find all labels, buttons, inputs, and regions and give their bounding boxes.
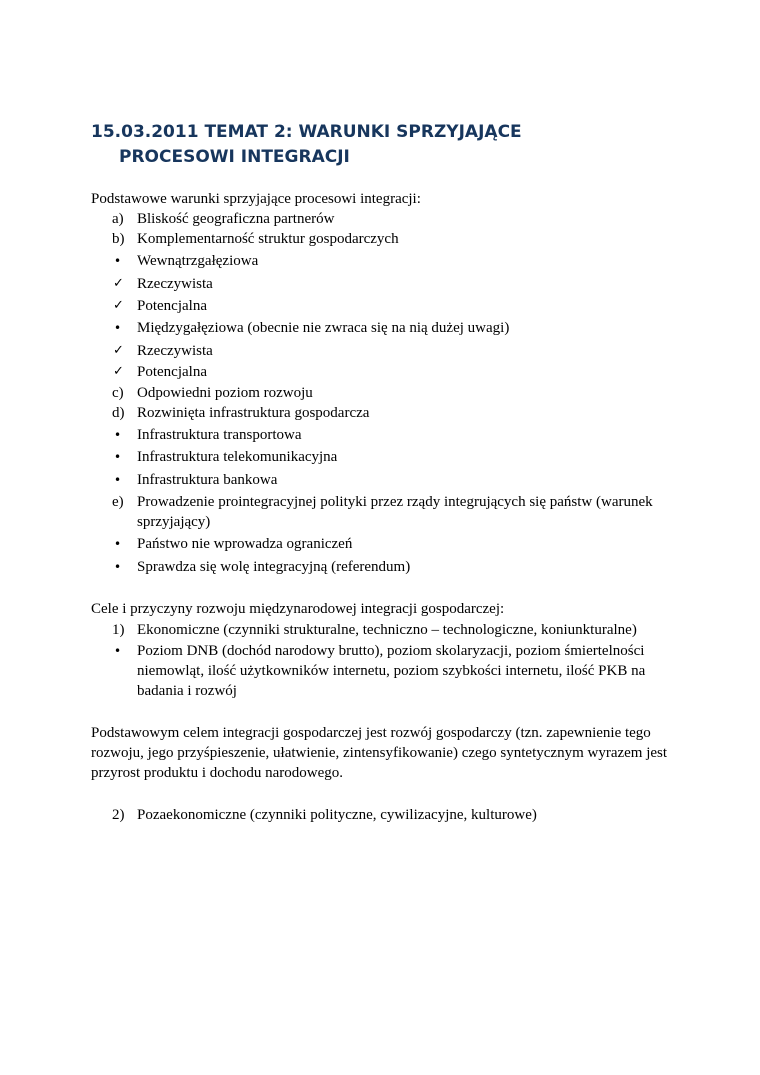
body-paragraph: Podstawowym celem integracji gospodarczej jest rozwój gospodarczy (tzn. zapewnienie tego rozwoju, jego przyśpieszenie, ułatwienie, zintensyfikowanie) czego syntetycznym wyrazem jest przyrost produktu i dochodu narodowego. (91, 725, 668, 781)
list-item (112, 383, 672, 403)
list-item-text: Potencjalna (137, 364, 207, 380)
list-marker: d) (112, 405, 125, 421)
title-line-1: 15.03.2011 TEMAT 2: WARUNKI SPRZYJAJĄCE (91, 122, 522, 142)
list-marker: 1) (112, 622, 125, 638)
list-marker: e) (112, 494, 124, 510)
list-item-text: Rzeczywista (137, 276, 213, 292)
list-item (112, 318, 672, 338)
list-marker: b) (112, 231, 125, 247)
checkmark-icon: ✓ (113, 276, 124, 291)
list-marker: a) (112, 211, 124, 227)
list-item-text: Infrastruktura bankowa (137, 472, 278, 488)
page-title (91, 120, 691, 170)
bullet-icon: • (114, 473, 122, 487)
list-marker: c) (112, 385, 124, 401)
bullet-icon: • (114, 428, 122, 442)
list-item-text: Odpowiedni poziom rozwoju (137, 385, 313, 401)
section1-intro: Podstawowe warunki sprzyjające procesowi integracji: (91, 191, 421, 207)
list-item-text: Infrastruktura telekomunikacyjna (137, 449, 338, 465)
checkmark-icon: ✓ (113, 364, 124, 379)
list-item (112, 251, 672, 271)
list-item-text: Bliskość geograficzna partnerów (137, 211, 335, 227)
list-item (112, 534, 672, 554)
list-item-text: Ekonomiczne (czynniki strukturalne, techniczno – technologiczne, koniunkturalne) (137, 622, 637, 638)
list-item-text: Wewnątrzgałęziowa (137, 253, 259, 269)
section2-intro: Cele i przyczyny rozwoju międzynarodowej integracji gospodarczej: (91, 601, 505, 617)
list-item (112, 557, 672, 577)
list-item-text: Państwo nie wprowadza ograniczeń (137, 536, 353, 552)
list-item-text: Komplementarność struktur gospodarczych (137, 231, 399, 247)
list-item (112, 492, 672, 532)
list-item-text: Infrastruktura transportowa (137, 427, 302, 443)
list-item-text: Potencjalna (137, 298, 207, 314)
list-item-text: Rzeczywista (137, 343, 213, 359)
bullet-icon: • (114, 321, 122, 335)
list-item-text: Prowadzenie prointegracyjnej polityki przez rządy integrujących się państw (warunek sprzyjający) (137, 494, 653, 530)
list-item-text: Poziom DNB (dochód narodowy brutto), poziom skolaryzacji, poziom śmiertelności niemowląt, ilość użytkowników internetu, poziom szybkości internetu, ilość PKB na badania i rozwój (137, 643, 646, 699)
checkmark-icon: ✓ (113, 343, 124, 358)
list-item (112, 209, 672, 229)
list-item (112, 296, 672, 316)
list-item (112, 341, 672, 361)
checkmark-icon: ✓ (113, 298, 124, 313)
bullet-icon: • (114, 537, 122, 551)
bullet-icon: • (114, 450, 122, 464)
list-item (112, 470, 672, 490)
list-item (112, 425, 672, 445)
list-item (112, 620, 672, 640)
list-item (112, 362, 672, 382)
bullet-icon: • (114, 644, 122, 658)
list-item (112, 641, 672, 701)
list-item-text: Pozaekonomiczne (czynniki polityczne, cywilizacyjne, kulturowe) (137, 807, 537, 823)
list-item-text: Rozwinięta infrastruktura gospodarcza (137, 405, 370, 421)
list-item (112, 447, 672, 467)
title-line-2: PROCESOWI INTEGRACJI (119, 147, 350, 167)
bullet-icon: • (114, 254, 122, 268)
list-marker: 2) (112, 807, 125, 823)
list-item-text: Międzygałęziowa (obecnie nie zwraca się na nią dużej uwagi) (137, 320, 510, 336)
list-item (112, 403, 672, 423)
list-item (112, 805, 672, 825)
list-item-text: Sprawdza się wolę integracyjną (referendum) (137, 559, 411, 575)
list-item (112, 229, 672, 249)
bullet-icon: • (114, 560, 122, 574)
list-item (112, 274, 672, 294)
